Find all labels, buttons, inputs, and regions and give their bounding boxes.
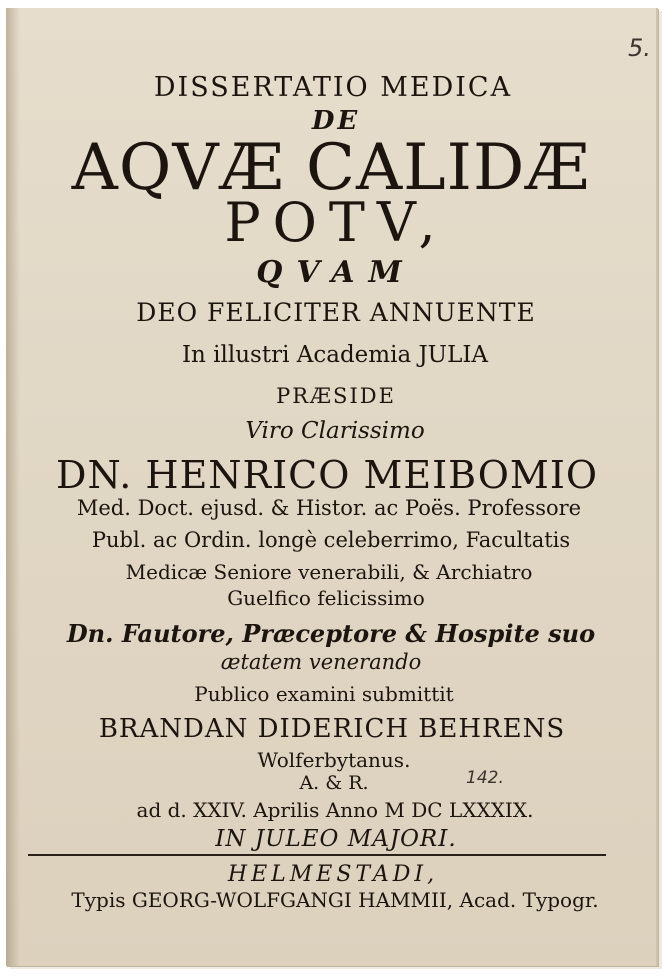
praeses-title-line-3: Medicæ Seniore venerabili, & Archiatro (125, 560, 533, 584)
title-line-deo-feliciter: DEO FELICITER ANNUENTE (136, 298, 536, 327)
defense-place: IN JULEO MAJORI. (215, 826, 457, 852)
praeside-label: PRÆSIDE (276, 384, 396, 408)
praeses-title-line-1: Med. Doct. ejusd. & Histor. ac Poës. Professore (76, 496, 582, 520)
praeses-honorific: Viro Clarissimo (245, 418, 425, 444)
corner-note: 5. (628, 34, 651, 62)
title-line-academia-julia: In illustri Academia JULIA (181, 342, 489, 368)
title-line-de: DE (311, 106, 361, 136)
title-page (6, 8, 658, 966)
respondent-name: BRANDAN DIDERICH BEHRENS (98, 714, 566, 744)
praeses-title-line-2: Publ. ac Ordin. longè celeberrimo, Facultatis (91, 528, 571, 552)
title-line-dissertatio: DISSERTATIO MEDICA (153, 72, 513, 103)
praeses-name: DN. HENRICO MEIBOMIO (55, 453, 599, 497)
imprint-printer: Typis GEORG-WOLFGANGI HAMMII, Acad. Typogr. (71, 888, 599, 912)
title-line-quam: QVAM (256, 255, 416, 290)
praeses-dedication: Dn. Fautore, Præceptore & Hospite suo (66, 619, 596, 648)
title-line-aquae-calidae: AQVÆ CALIDÆ (71, 131, 591, 205)
defense-date: ad d. XXIV. Aprilis Anno M DC LXXXIX. (136, 798, 534, 822)
praeses-title-line-4: Guelfico felicissimo (227, 586, 425, 610)
imprint-divider (28, 854, 606, 856)
title-line-potu: POTV, (224, 191, 448, 254)
imprint-city: HELMESTADI, (227, 862, 439, 887)
submission-line: Publico examini submittit (194, 682, 454, 706)
praeses-dedication-2: ætatem venerando (220, 650, 422, 674)
handwritten-number: 142. (466, 768, 504, 788)
respondent-initials: A. & R. (299, 772, 369, 794)
respondent-origin: Wolferbytanus. (257, 748, 411, 772)
